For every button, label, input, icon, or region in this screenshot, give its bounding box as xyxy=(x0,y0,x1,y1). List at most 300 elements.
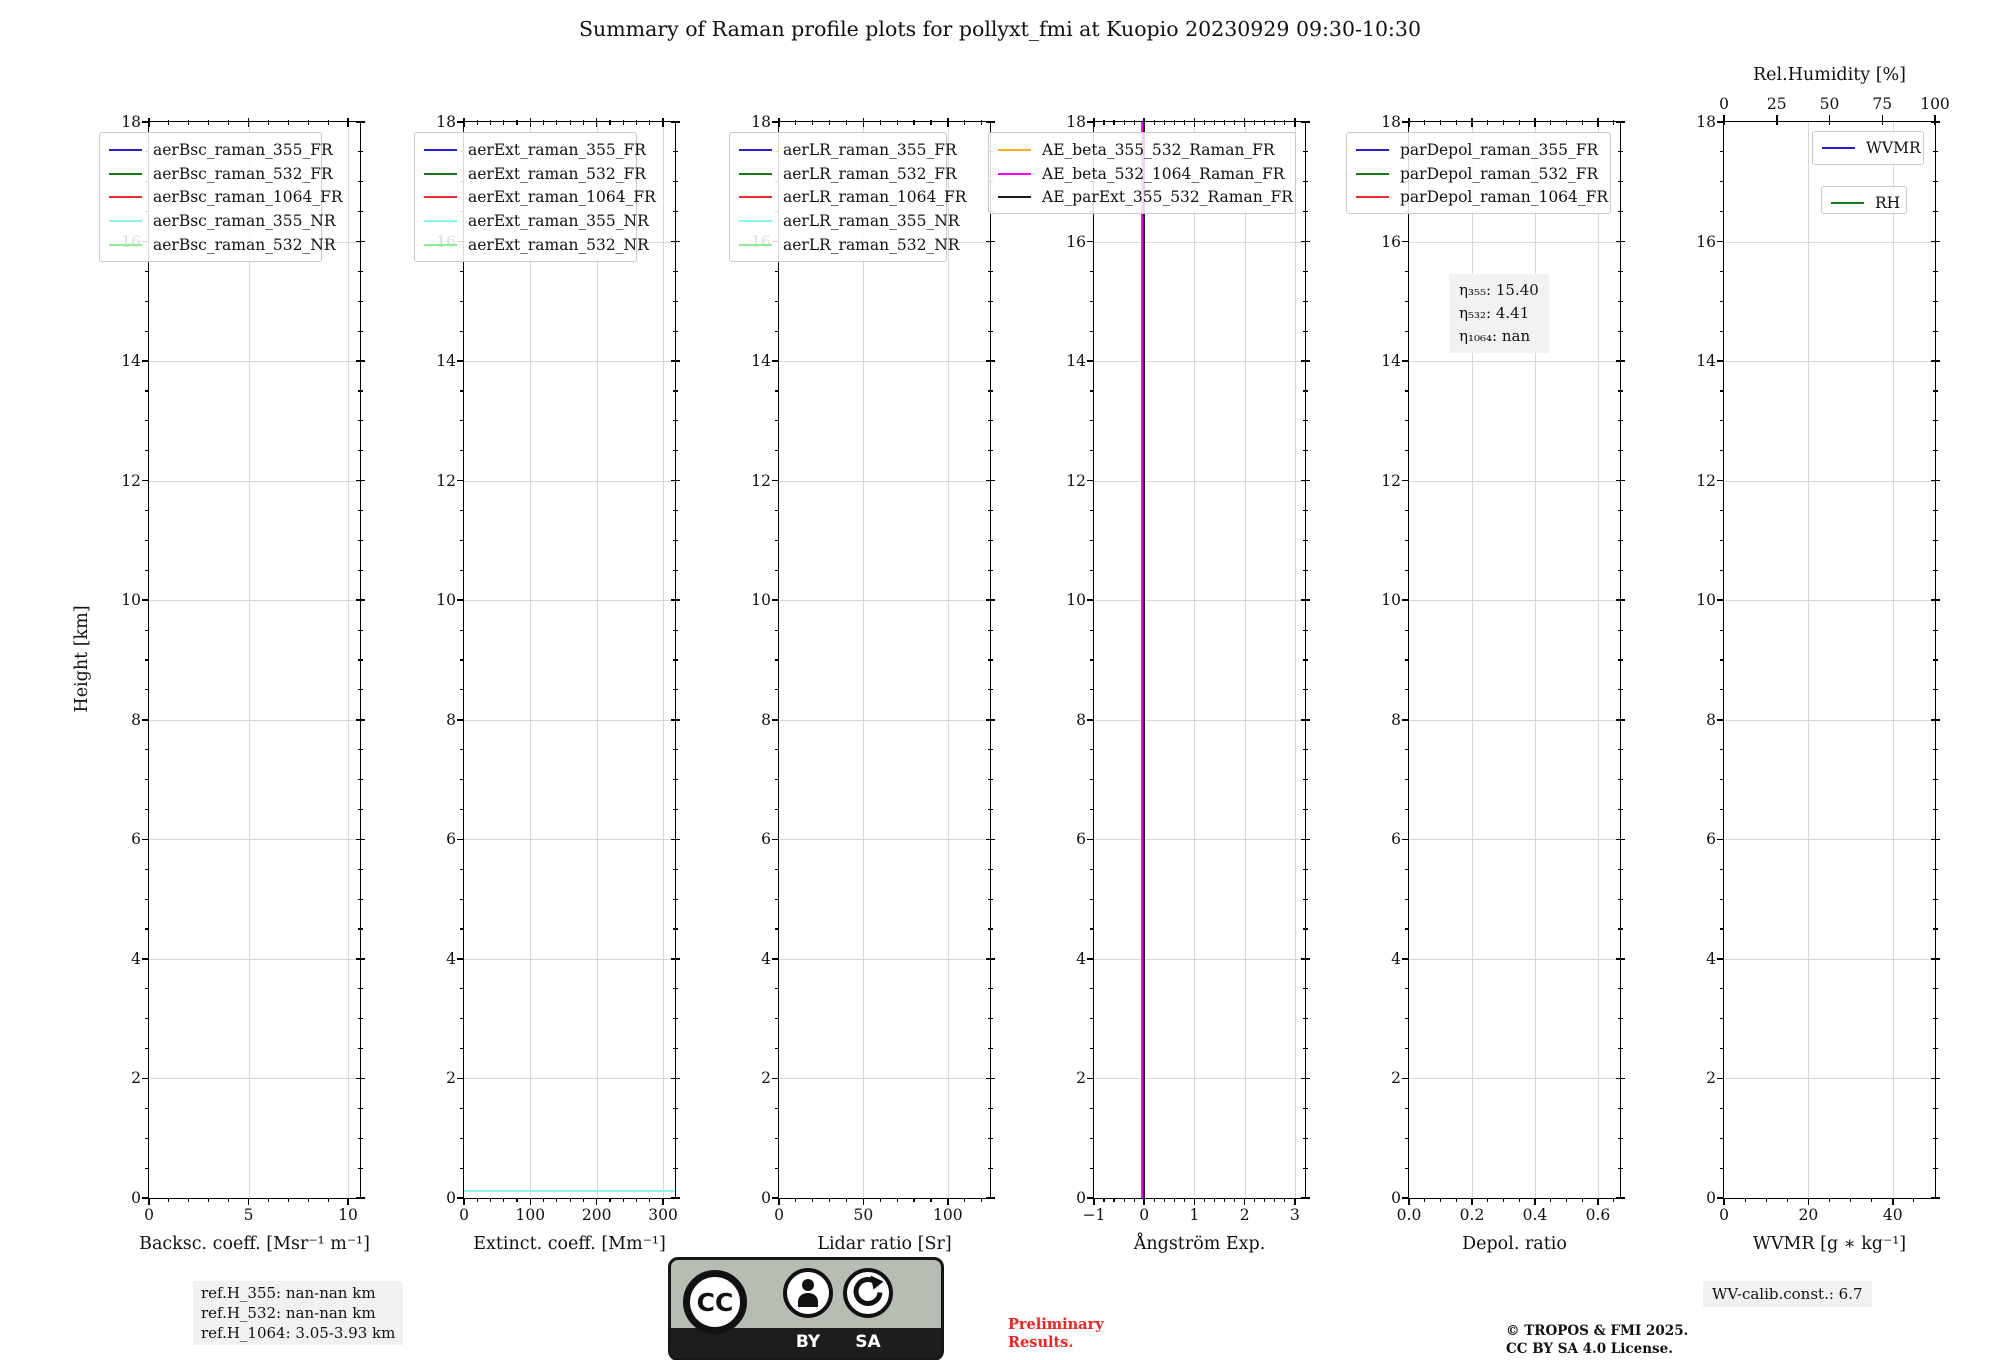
y-tick-label: 14 xyxy=(751,352,771,371)
y-minor-tick-mirror xyxy=(1618,540,1623,541)
y-minor-tick xyxy=(460,1168,464,1169)
y-tick-label: 2 xyxy=(446,1069,456,1088)
y-tick-label: 6 xyxy=(1706,830,1716,849)
x-minor-tick-mirror xyxy=(1184,120,1185,125)
y-tick-mirror xyxy=(671,719,680,721)
y-minor-tick-mirror xyxy=(1618,779,1623,780)
x-minor-tick xyxy=(1582,1198,1583,1202)
gridline-horizontal xyxy=(1094,481,1305,482)
x-minor-tick-mirror xyxy=(1519,120,1520,125)
y-tick-label: 14 xyxy=(436,352,456,371)
y-minor-tick-mirror xyxy=(358,1108,363,1109)
y-minor-tick xyxy=(145,749,149,750)
y-minor-tick-mirror xyxy=(1933,1168,1938,1169)
x-minor-tick-mirror xyxy=(913,120,914,125)
y-tick-label: 18 xyxy=(1381,113,1401,131)
y-minor-tick xyxy=(775,1108,779,1109)
y-tick-mirror xyxy=(1931,958,1940,960)
gridline-horizontal xyxy=(1409,600,1620,601)
y-minor-tick xyxy=(145,1138,149,1139)
y-minor-tick xyxy=(1405,1138,1409,1139)
y-minor-tick-mirror xyxy=(1303,211,1308,212)
x-minor-tick-mirror xyxy=(168,120,169,125)
y-tick-mirror xyxy=(671,958,680,960)
x-minor-tick-mirror xyxy=(1456,120,1457,125)
gridline-horizontal xyxy=(149,1078,360,1079)
x-minor-tick xyxy=(490,1198,491,1202)
x-tick xyxy=(1808,1198,1810,1205)
eta-annotation-row: η₁₀₆₄: nan xyxy=(1459,327,1531,345)
y-tick xyxy=(772,719,779,721)
y-minor-tick xyxy=(1405,779,1409,780)
legend-item xyxy=(1822,136,1923,160)
legend-line-sample xyxy=(998,196,1031,198)
gridline-horizontal xyxy=(149,959,360,960)
y-minor-tick xyxy=(1090,1138,1094,1139)
gridline-vertical xyxy=(597,122,598,1198)
y-tick xyxy=(1087,1197,1094,1199)
y-tick xyxy=(1402,121,1409,123)
x-axis-label-angstrom: Ångström Exp. xyxy=(1133,1234,1266,1254)
gridline-vertical xyxy=(948,122,949,1198)
y-tick-label: 18 xyxy=(751,113,771,131)
y-tick-mirror xyxy=(1301,480,1310,482)
y-minor-tick-mirror xyxy=(1933,689,1938,690)
cc-sharealike-arrow-icon xyxy=(843,1268,893,1318)
gridline-horizontal xyxy=(1724,242,1935,243)
y-minor-tick xyxy=(1405,928,1409,929)
y-tick xyxy=(772,1078,779,1080)
preliminary-results-note xyxy=(1008,1316,1104,1352)
rh-tick-label: 50 xyxy=(1819,95,1840,113)
y-tick xyxy=(142,599,149,601)
y-minor-tick xyxy=(1720,450,1724,451)
y-minor-tick-mirror xyxy=(988,1108,993,1109)
x-tick-label: 300 xyxy=(648,1206,678,1224)
legend-line-sample xyxy=(739,244,772,246)
y-minor-tick-mirror xyxy=(988,510,993,511)
gridline-horizontal xyxy=(464,720,675,721)
x-minor-tick xyxy=(1766,1198,1767,1202)
y-tick xyxy=(1402,360,1409,362)
y-minor-tick xyxy=(1090,899,1094,900)
x-minor-tick xyxy=(1254,1198,1255,1202)
legend-depol xyxy=(1346,132,1611,214)
y-minor-tick xyxy=(775,1048,779,1049)
x-minor-tick-mirror xyxy=(208,120,209,125)
legend-label: AE_parExt_355_532_Raman_FR xyxy=(1042,188,1293,207)
y-minor-tick xyxy=(1090,1018,1094,1019)
x-axis-label-extinction: Extinct. coeff. [Mm⁻¹] xyxy=(473,1234,666,1254)
y-minor-tick-mirror xyxy=(988,450,993,451)
y-minor-tick-mirror xyxy=(673,988,678,989)
y-minor-tick xyxy=(145,540,149,541)
y-tick xyxy=(142,360,149,362)
x-minor-tick-mirror xyxy=(516,120,517,125)
y-minor-tick-mirror xyxy=(673,899,678,900)
legend-wvmr-0 xyxy=(1812,131,1924,165)
y-tick-mirror xyxy=(1616,958,1625,960)
y-minor-tick-mirror xyxy=(1933,749,1938,750)
x-axis-label-wvmr: WVMR [g ∗ kg⁻¹] xyxy=(1752,1234,1907,1254)
y-tick-mirror xyxy=(986,480,995,482)
y-minor-tick xyxy=(1405,809,1409,810)
y-minor-tick xyxy=(145,450,149,451)
y-minor-tick xyxy=(1405,450,1409,451)
y-minor-tick-mirror xyxy=(358,1138,363,1139)
x-tick-mirror xyxy=(1471,118,1473,127)
gridline-horizontal xyxy=(1724,720,1935,721)
y-minor-tick xyxy=(145,779,149,780)
y-minor-tick-mirror xyxy=(988,540,993,541)
y-tick-mirror xyxy=(356,1078,365,1080)
legend-item xyxy=(739,162,957,186)
y-minor-tick xyxy=(1090,510,1094,511)
x-tick xyxy=(596,1198,598,1205)
x-minor-tick-mirror xyxy=(981,120,982,125)
y-tick xyxy=(142,480,149,482)
y-minor-tick xyxy=(775,510,779,511)
y-minor-tick-mirror xyxy=(1933,809,1938,810)
legend-item xyxy=(109,233,336,257)
y-tick-label: 4 xyxy=(1391,949,1401,968)
legend-item xyxy=(998,186,1295,210)
x-tick xyxy=(1723,1198,1725,1205)
x-minor-tick-mirror xyxy=(268,120,269,125)
y-minor-tick-mirror xyxy=(673,510,678,511)
gridline-horizontal xyxy=(779,839,990,840)
y-minor-tick xyxy=(145,899,149,900)
y-minor-tick xyxy=(775,1168,779,1169)
y-minor-tick-mirror xyxy=(358,331,363,332)
y-minor-tick xyxy=(775,390,779,391)
y-minor-tick-mirror xyxy=(1303,301,1308,302)
y-minor-tick-mirror xyxy=(1933,659,1938,660)
rh-tick xyxy=(1934,115,1936,125)
y-minor-tick-mirror xyxy=(1618,1048,1623,1049)
y-tick xyxy=(1087,121,1094,123)
y-tick-label: 18 xyxy=(1066,113,1086,131)
cc-logo-icon: CC xyxy=(683,1270,747,1334)
gridline-vertical xyxy=(1808,122,1809,1198)
y-tick xyxy=(142,719,149,721)
y-tick xyxy=(457,121,464,123)
y-minor-tick-mirror xyxy=(358,211,363,212)
y-tick-mirror xyxy=(671,360,680,362)
gridline-horizontal xyxy=(149,839,360,840)
x-minor-tick-mirror xyxy=(1566,120,1567,125)
y-minor-tick-mirror xyxy=(1933,1018,1938,1019)
gridline-horizontal xyxy=(779,481,990,482)
plot-panel-lidar-ratio xyxy=(751,113,991,1254)
preliminary-line1: Preliminary xyxy=(1008,1316,1104,1333)
x-minor-tick-mirror xyxy=(1440,120,1441,125)
y-minor-tick xyxy=(775,570,779,571)
y-minor-tick-mirror xyxy=(358,181,363,182)
x-tick-label: 2 xyxy=(1239,1206,1250,1224)
x-minor-tick xyxy=(1613,1198,1614,1202)
y-minor-tick xyxy=(145,988,149,989)
y-tick-mirror xyxy=(1616,241,1625,243)
y-minor-tick-mirror xyxy=(673,570,678,571)
x-minor-tick-mirror xyxy=(649,120,650,125)
y-tick xyxy=(142,958,149,960)
y-tick xyxy=(772,360,779,362)
gridline-vertical xyxy=(249,122,250,1198)
legend-line-sample xyxy=(1356,173,1389,175)
x-tick-mirror xyxy=(1194,118,1196,127)
y-minor-tick-mirror xyxy=(1618,928,1623,929)
x-tick-label: 0 xyxy=(1719,1206,1729,1224)
x-tick xyxy=(1597,1198,1599,1205)
y-minor-tick-mirror xyxy=(1933,390,1938,391)
y-minor-tick-mirror xyxy=(673,390,678,391)
y-tick-label: 8 xyxy=(446,710,456,729)
y-minor-tick xyxy=(460,749,464,750)
y-minor-tick-mirror xyxy=(988,1048,993,1049)
legend-label: aerExt_raman_355_FR xyxy=(468,140,646,159)
gridline-vertical xyxy=(1194,122,1195,1198)
x-minor-tick-mirror xyxy=(1224,120,1225,125)
y-minor-tick xyxy=(775,809,779,810)
x-minor-tick-mirror xyxy=(477,120,478,125)
y-minor-tick xyxy=(1720,420,1724,421)
y-minor-tick-mirror xyxy=(988,988,993,989)
y-minor-tick xyxy=(145,420,149,421)
y-minor-tick xyxy=(1405,1108,1409,1109)
y-minor-tick-mirror xyxy=(1618,630,1623,631)
y-minor-tick xyxy=(145,689,149,690)
x-minor-tick xyxy=(1224,1198,1225,1202)
gridline-vertical xyxy=(1893,122,1894,1198)
y-tick-mirror xyxy=(1931,839,1940,841)
y-tick xyxy=(1087,360,1094,362)
y-tick-label: 12 xyxy=(1381,471,1401,490)
x-minor-tick-mirror xyxy=(623,120,624,125)
y-minor-tick xyxy=(145,659,149,660)
gridline-horizontal xyxy=(1724,959,1935,960)
x-minor-tick xyxy=(516,1198,517,1202)
y-tick-label: 14 xyxy=(1066,352,1086,371)
y-minor-tick-mirror xyxy=(1933,779,1938,780)
y-minor-tick xyxy=(1405,1048,1409,1049)
x-minor-tick-mirror xyxy=(583,120,584,125)
legend-item xyxy=(1356,162,1610,186)
y-minor-tick-mirror xyxy=(1933,301,1938,302)
y-minor-tick-mirror xyxy=(673,1168,678,1169)
y-tick-label: 10 xyxy=(436,591,456,610)
legend-label: aerLR_raman_355_NR xyxy=(783,212,960,231)
x-minor-tick xyxy=(1440,1198,1441,1202)
x-tick xyxy=(1093,1198,1095,1205)
legend-lidar-ratio xyxy=(729,132,967,262)
x-minor-tick xyxy=(583,1198,584,1202)
x-axis-label-lidar-ratio: Lidar ratio [Sr] xyxy=(817,1234,952,1254)
y-minor-tick xyxy=(145,331,149,332)
y-minor-tick xyxy=(1720,151,1724,152)
x-minor-tick-mirror xyxy=(964,120,965,125)
y-tick-label: 6 xyxy=(761,830,771,849)
y-minor-tick-mirror xyxy=(988,271,993,272)
legend-line-sample xyxy=(424,149,457,151)
x-minor-tick-mirror xyxy=(1124,120,1125,125)
x-minor-tick-mirror xyxy=(288,120,289,125)
y-minor-tick xyxy=(1090,570,1094,571)
y-minor-tick-mirror xyxy=(1303,540,1308,541)
y-minor-tick-mirror xyxy=(358,1168,363,1169)
x-tick xyxy=(1534,1198,1536,1205)
legend-label: aerLR_raman_532_NR xyxy=(783,236,960,255)
y-minor-tick xyxy=(460,1108,464,1109)
x-minor-tick-mirror xyxy=(609,120,610,125)
y-minor-tick xyxy=(460,271,464,272)
y-minor-tick-mirror xyxy=(1303,510,1308,511)
y-minor-tick-mirror xyxy=(1303,689,1308,690)
x-tick-label: 5 xyxy=(243,1206,254,1224)
y-minor-tick-mirror xyxy=(1618,510,1623,511)
y-minor-tick xyxy=(460,1018,464,1019)
x-minor-tick-mirror xyxy=(829,120,830,125)
gridline-vertical xyxy=(1295,122,1296,1198)
y-tick-label: 0 xyxy=(131,1189,141,1207)
x-minor-tick xyxy=(981,1198,982,1202)
y-tick-label: 10 xyxy=(751,591,771,610)
y-tick xyxy=(772,839,779,841)
y-minor-tick xyxy=(1720,540,1724,541)
gridline-horizontal xyxy=(1409,361,1620,362)
y-minor-tick xyxy=(145,1168,149,1169)
x-minor-tick xyxy=(623,1198,624,1202)
y-minor-tick-mirror xyxy=(358,988,363,989)
legend-line-sample xyxy=(998,173,1031,175)
y-minor-tick xyxy=(1720,570,1724,571)
y-minor-tick-mirror xyxy=(1618,1168,1623,1169)
y-minor-tick xyxy=(1405,659,1409,660)
y-tick xyxy=(1717,480,1724,482)
y-tick-label: 4 xyxy=(1706,949,1716,968)
y-minor-tick xyxy=(1090,301,1094,302)
x-tick-label: 0 xyxy=(1139,1206,1150,1224)
y-minor-tick-mirror xyxy=(358,301,363,302)
gridline-vertical xyxy=(663,122,664,1198)
y-minor-tick xyxy=(460,420,464,421)
legend-label: aerExt_raman_355_NR xyxy=(468,212,649,231)
x-minor-tick xyxy=(1113,1198,1114,1202)
y-minor-tick-mirror xyxy=(1933,988,1938,989)
y-minor-tick-mirror xyxy=(673,1138,678,1139)
y-tick xyxy=(1087,241,1094,243)
y-minor-tick-mirror xyxy=(1303,181,1308,182)
x-minor-tick-mirror xyxy=(1503,120,1504,125)
y-tick-label: 12 xyxy=(751,471,771,490)
legend-item xyxy=(739,186,967,210)
legend-label: aerBsc_raman_532_NR xyxy=(153,236,336,255)
y-minor-tick xyxy=(775,420,779,421)
y-minor-tick xyxy=(1090,331,1094,332)
page-title: Summary of Raman profile plots for pollyxt_fmi at Kuopio 20230929 09:30-10:30 xyxy=(578,17,1422,41)
legend-line-sample xyxy=(424,173,457,175)
y-tick xyxy=(142,839,149,841)
gridline-horizontal xyxy=(1094,959,1305,960)
y-minor-tick-mirror xyxy=(1933,271,1938,272)
y-tick-label: 16 xyxy=(1381,232,1401,251)
x-minor-tick xyxy=(168,1198,169,1202)
y-tick xyxy=(457,958,464,960)
legend-line-sample xyxy=(1822,147,1855,149)
y-tick-mirror xyxy=(1301,599,1310,601)
y-tick xyxy=(1087,958,1094,960)
x-tick-label: 50 xyxy=(853,1206,874,1224)
x-minor-tick-mirror xyxy=(1613,120,1614,125)
y-tick-mirror xyxy=(356,121,365,123)
rh-tick xyxy=(1776,115,1778,125)
y-tick xyxy=(1717,1078,1724,1080)
y-minor-tick-mirror xyxy=(1303,928,1308,929)
y-minor-tick xyxy=(1720,1138,1724,1139)
y-minor-tick-mirror xyxy=(673,271,678,272)
y-minor-tick xyxy=(460,659,464,660)
y-tick-label: 2 xyxy=(761,1069,771,1088)
y-minor-tick xyxy=(145,1048,149,1049)
y-minor-tick-mirror xyxy=(673,540,678,541)
legend-line-sample xyxy=(109,244,142,246)
y-minor-tick-mirror xyxy=(358,630,363,631)
y-minor-tick-mirror xyxy=(1303,271,1308,272)
y-minor-tick xyxy=(1720,928,1724,929)
y-minor-tick xyxy=(1720,271,1724,272)
y-minor-tick-mirror xyxy=(1303,331,1308,332)
x-tick-label: 40 xyxy=(1882,1206,1903,1224)
y-minor-tick-mirror xyxy=(1618,301,1623,302)
x-tick xyxy=(347,1198,349,1205)
y-minor-tick-mirror xyxy=(1303,988,1308,989)
legend-item xyxy=(109,162,333,186)
y-tick-label: 10 xyxy=(1381,591,1401,610)
legend-label: aerExt_raman_532_FR xyxy=(468,164,646,183)
cc-attribution-person-icon xyxy=(783,1268,833,1318)
y-tick xyxy=(1402,1078,1409,1080)
y-minor-tick xyxy=(1090,928,1094,929)
rh-tick xyxy=(1723,115,1725,125)
y-minor-tick xyxy=(1720,1168,1724,1169)
y-minor-tick-mirror xyxy=(1303,749,1308,750)
plot-panel-extinction xyxy=(436,113,678,1254)
rh-tick xyxy=(1882,115,1884,125)
y-tick xyxy=(1402,241,1409,243)
legend-item xyxy=(424,138,646,162)
legend-line-sample xyxy=(739,149,772,151)
gridline-horizontal xyxy=(464,1078,675,1079)
x-minor-tick-mirror xyxy=(1204,120,1205,125)
y-minor-tick xyxy=(145,809,149,810)
gridline-horizontal xyxy=(779,720,990,721)
x-minor-tick-mirror xyxy=(1264,120,1265,125)
y-tick-label: 8 xyxy=(761,710,771,729)
x-tick-label: 0.2 xyxy=(1459,1206,1485,1224)
y-tick xyxy=(1717,599,1724,601)
y-minor-tick-mirror xyxy=(988,1168,993,1169)
y-minor-tick-mirror xyxy=(988,869,993,870)
y-minor-tick xyxy=(1090,1048,1094,1049)
x-minor-tick xyxy=(1134,1198,1135,1202)
y-minor-tick xyxy=(775,450,779,451)
y-minor-tick-mirror xyxy=(988,390,993,391)
x-minor-tick xyxy=(1550,1198,1551,1202)
x-axis-label-backscatter: Backsc. coeff. [Msr⁻¹ m⁻¹] xyxy=(139,1234,370,1254)
y-minor-tick xyxy=(1720,899,1724,900)
y-minor-tick xyxy=(1090,689,1094,690)
y-minor-tick xyxy=(1090,869,1094,870)
